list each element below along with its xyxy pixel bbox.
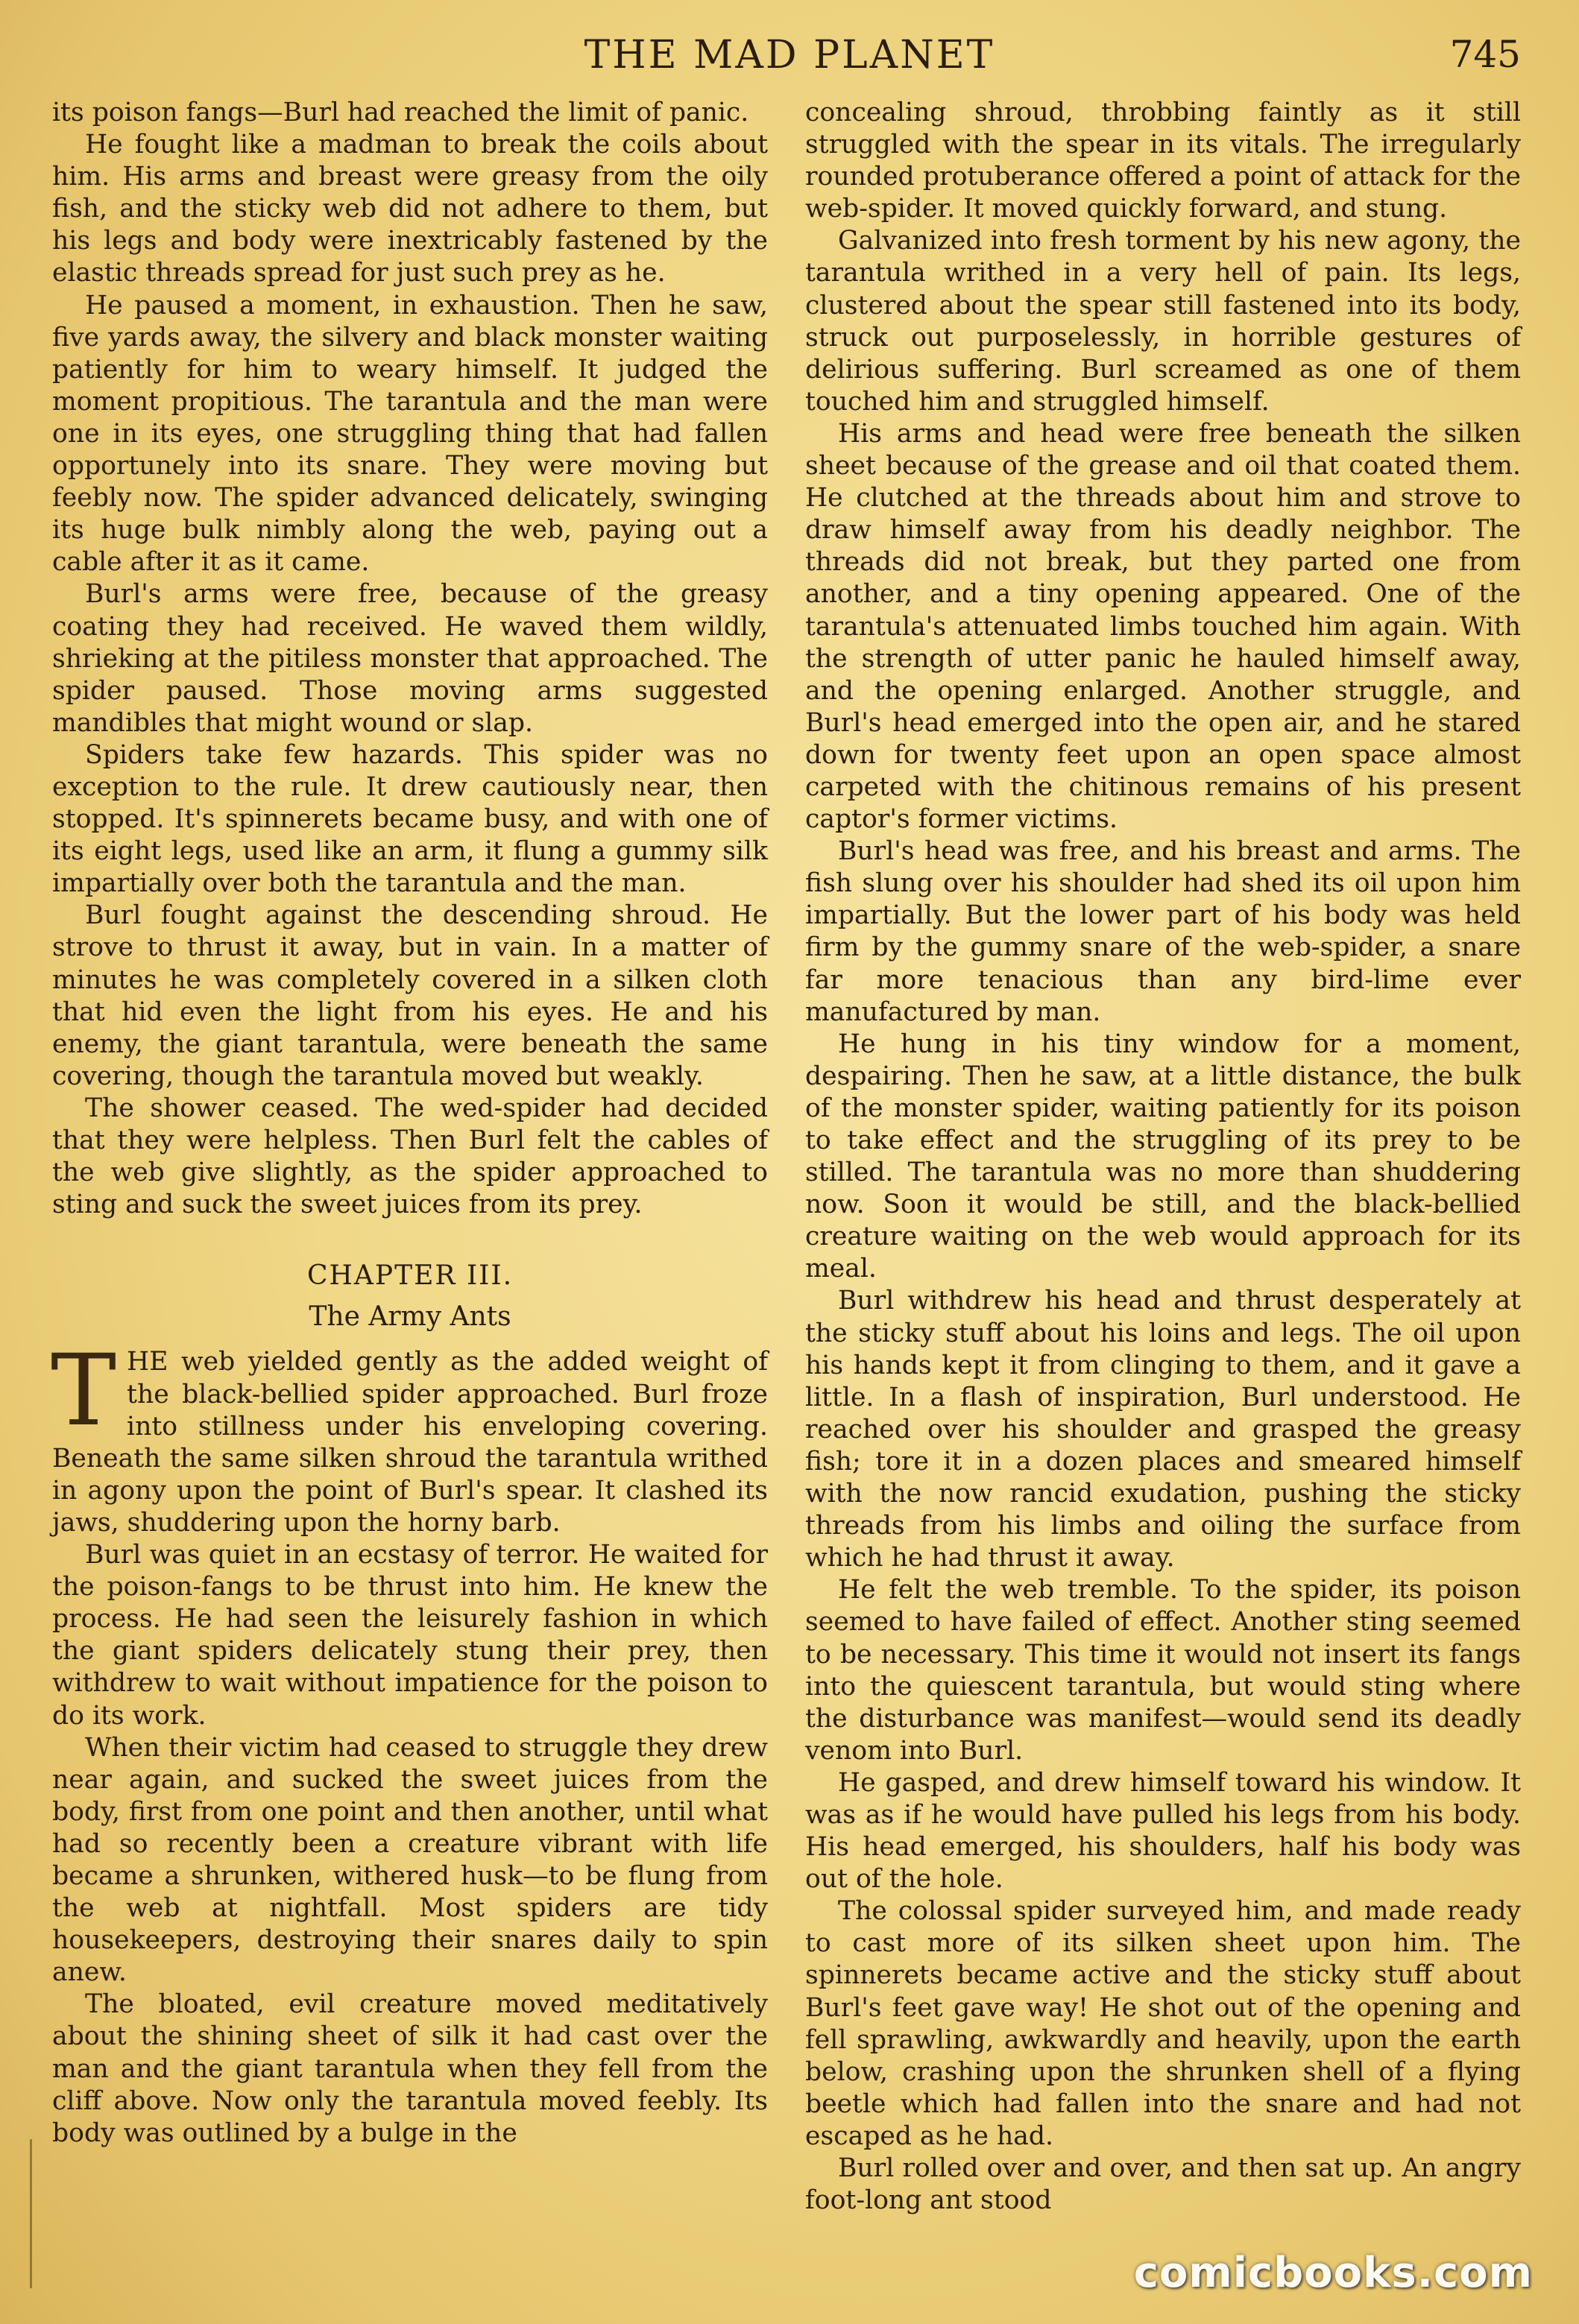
paragraph: He fought like a madman to break the coils about him. His arms and breast were greasy from the oily fish, and the sticky web did not adhere to them, but his legs and body were inextricably fastened by the elastic threads spread for just such prey as he. xyxy=(52,130,768,288)
paragraph: The colossal spider surveyed him, and made ready to cast more of its silken sheet upon him. The spinnerets became active and the sticky stuff about Burl's feet gave way! He shot out of the opening and fell sprawling, awkwardly and heavily, upon the earth below, crashing upon the shrunken shell of a flying beetle which had fallen into the snare and had not escaped as he had. xyxy=(805,1896,1521,2151)
paragraph: The shower ceased. The wed-spider had decided that they were helpless. Then Burl felt the cables of the web give slightly, as the spider approached to sting and suck the sweet juices from its prey. xyxy=(52,1093,768,1220)
paragraph: Burl rolled over and over, and then sat up. An angry foot-long ant stood xyxy=(805,2153,1521,2216)
paragraph: Burl's arms were free, because of the greasy coating they had received. He waved them wildly, shrieking at the pitiless monster that approached. The spider paused. Those moving arms suggested mandibles that might wound or slap. xyxy=(52,579,768,738)
paragraph-text: HE web yielded gently as the added weight of the black-bellied spider approached. Burl froze into stillness under his enveloping covering. Beneath the same silken shroud the tarantula writhed in agony upon the point of Burl's spear. It clashed its jaws, shuddering upon the horny barb. xyxy=(52,1347,768,1538)
paragraph: Burl's head was free, and his breast and arms. The fish slung over his shoulder had shed its oil upon him impartially. But the lower part of his body was held firm by the gummy snare of the web-spider, a snare far more tenacious than any bird-lime ever manufactured by man. xyxy=(805,836,1521,1027)
right-column xyxy=(805,97,1521,2217)
paragraph: Burl was quiet in an ecstasy of terror. He waited for the poison-fangs to be thrust into him. He knew the process. He had seen the leisurely fashion in which the giant spiders delicately stung their prey, then withdrew to wait without impatience for the poison to do its work. xyxy=(52,1540,768,1731)
page-header xyxy=(0,33,1579,85)
running-title: THE MAD PLANET xyxy=(584,33,995,78)
paragraph: His arms and head were free beneath the silken sheet because of the grease and oil that coated them. He clutched at the threads about him and strove to draw himself away from his deadly neighbor. The threads did not break, but they parted one from another, and a tiny opening appeared. One of the tarantula's attenuated limbs touched him again. With the strength of utter panic he hauled himself away, and the opening enlarged. Another struggle, and Burl's head emerged into the open air, and he stared down for twenty feet upon an open space almost carpeted with the chitinous remains of his present captor's former victims. xyxy=(805,418,1521,835)
paragraph: He paused a moment, in exhaustion. Then he saw, five yards away, the silvery and black monster waiting patiently for him to weary himself. It judged the moment propitious. The tarantula and the man were one in its eyes, one struggling thing that had fallen opportunely into its snare. They were moving but feebly now. The spider advanced delicately, swinging its huge bulk nimbly along the web, paying out a cable after it as it came. xyxy=(52,290,768,578)
paragraph: The bloated, evil creature moved meditatively about the shining sheet of silk it had cast over the man and the giant tarantula when they fell from the cliff above. Now only the tarantula moved feebly. Its body was outlined by a bulge in the xyxy=(52,1989,768,2148)
chapter-number: CHAPTER III. xyxy=(306,1260,514,1292)
paragraph: He hung in his tiny window for a moment, despairing. Then he saw, at a little distance, the bulk of the monster spider, waiting patiently for its poison to take effect and the struggling of its prey to be stilled. The tarantula was no more than shuddering now. Soon it would be still, and the black-bellied creature waiting on the web would approach for its meal. xyxy=(805,1029,1521,1284)
paragraph: Burl withdrew his head and thrust desperately at the sticky stuff about his loins and legs. The oil upon his hands kept it from clinging to them, and it gave a little. In a flash of inspiration, Burl understood. He reached over his shoulder and grasped the greasy fish; tore it in a dozen places and smeared himself with the now rancid exudation, pushing the sticky threads from his limbs and oiling the surface from which he had thrust it away. xyxy=(805,1286,1521,1573)
paragraph: its poison fangs—Burl had reached the limit of panic. xyxy=(52,98,749,127)
chapter-title: The Army Ants xyxy=(309,1301,511,1333)
paragraph: He gasped, and drew himself toward his window. It was as if he would have pulled his legs from his body. His head emerged, his shoulders, half his body was out of the hole. xyxy=(805,1767,1521,1895)
paragraph: Spiders take few hazards. This spider was no exception to the rule. It drew cautiously near, then stopped. It's spinnerets became busy, and with one of its eight legs, used like an arm, it flung a gummy silk impartially over both the tarantula and the man. xyxy=(52,739,768,899)
watermark-logo: comicbooks.com xyxy=(1133,2249,1533,2297)
paragraph: concealing shroud, throbbing faintly as it still struggled with the spear in its vitals. The irregularly rounded protuberance offered a point of attack for the web-spider. It moved quickly forward, and stung. xyxy=(805,98,1521,224)
margin-mark xyxy=(30,2139,32,2288)
paragraph: Burl fought against the descending shroud. He strove to thrust it away, but in vain. In a matter of minutes he was completely covered in a silken cloth that hid even the light from his eyes. He and his enemy, the giant tarantula, were beneath the same covering, though the tarantula moved but weakly. xyxy=(52,900,768,1091)
paragraph: When their victim had ceased to struggle they drew near again, and sucked the sweet juices from the body, first from one point and then another, until what had so recently been a creature vibrant with life became a shrunken, withered husk—to be flung from the web at nightfall. Most spiders are tidy housekeepers, destroying their snares daily to spin anew. xyxy=(52,1732,768,1988)
paragraph: Galvanized into fresh torment by his new agony, the tarantula writhed in a very hell of pain. Its legs, clustered about the spear still fastened into its body, struck out purposelessly, in horrible gestures of delirious suffering. Burl screamed as one of them touched him and struggled himself. xyxy=(805,226,1521,417)
paragraph: He felt the web tremble. To the spider, its poison seemed to have failed of effect. Another sting seemed to be necessary. This time it would not insert its fangs into the quiescent tarantula, but would sting where the disturbance was manifest—would send its deadly venom into Burl. xyxy=(805,1575,1521,1766)
left-column xyxy=(52,97,768,2150)
chapter-opening-paragraph xyxy=(51,1333,768,1539)
page-number: 745 xyxy=(1449,33,1521,76)
drop-cap: T xyxy=(51,1333,117,1449)
